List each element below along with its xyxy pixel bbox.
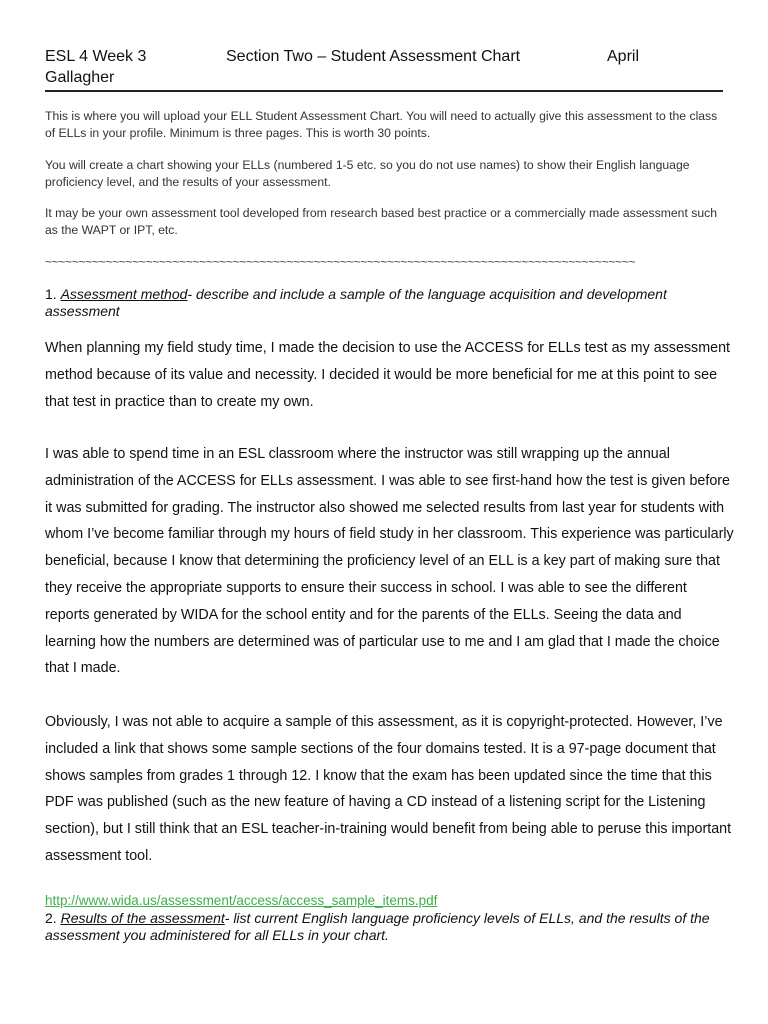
intro-paragraph: This is where you will upload your ELL Student Assessment Chart. You will need to actually give this assessment to the class of ELLs in your profile. Minimum is three pages. This is worth 30 points. bbox=[45, 109, 718, 140]
author-last-name: Gallagher bbox=[45, 69, 115, 86]
sample-items-link[interactable]: http://www.wida.us/assessment/access/access_sample_items.pdf bbox=[45, 893, 438, 908]
document-title: Section Two – Student Assessment Chart bbox=[226, 48, 521, 65]
section-2-heading bbox=[45, 910, 723, 944]
course-label: ESL 4 Week 3 bbox=[45, 48, 147, 65]
section-number: 2. bbox=[45, 910, 61, 926]
intro-paragraph: It may be your own assessment tool developed from research based best practice or a commercially made assessment such as the WAPT or IPT, etc. bbox=[45, 206, 717, 237]
body-paragraph: I was able to spend time in an ESL classroom where the instructor was still wrapping up the annual administration of the ACCESS for ELLs assessment. I was able to see first-hand how the test is given before it was submitted for grading. The instructor also showed me selected results from last year for students with whom I’ve become familiar through my hours of field study in her classroom. This experience was particularly beneficial, because I know that determining the proficiency level of an ELL is a key part of making sure that they receive the appropriate supports to ensure their success in school. I was able to see the different reports generated by WIDA for the school entity and for the parents of the ELLs. Seeing the data and learning how the numbers are determined was of particular use to me and I am glad that I made the choice that I made. bbox=[45, 446, 734, 677]
intro-paragraph: You will create a chart showing your ELLs (numbered 1-5 etc. so you do not use names) to show their English language proficiency level, and the results of your assessment. bbox=[45, 158, 690, 189]
document-header bbox=[45, 46, 723, 92]
body-paragraph: Obviously, I was not able to acquire a sample of this assessment, as it is copyright-protected. However, I’ve included a link that shows some sample sections of the four domains tested. It is a 97-page document that shows samples from grades 1 through 12. I know that the exam has been updated since the time that this PDF was published (such as the new feature of having a CD instead of a listening script for the Listening section), but I still think that an ESL teacher-in-training would benefit from being able to peruse this important assessment tool. bbox=[45, 714, 732, 864]
section-description: - describe and include a sample of the language acquisition and development assessment bbox=[45, 286, 667, 319]
tilde-divider: ~~~~~~~~~~~~~~~~~~~~~~~~~~~~~~~~~~~~~~~~~~~~~~~~~~~~~~~~~~~~~~~~~~~~~~~~~~~~~~~~~~~~~~~~ bbox=[45, 255, 636, 269]
section-title: Results of the assessment bbox=[60, 910, 225, 926]
section-description: - list current English language proficiency levels of ELLs, and the results of the assessment you administered for all ELLs in your chart. bbox=[45, 910, 710, 943]
section-1-heading bbox=[45, 286, 723, 320]
author-first-name: April bbox=[607, 48, 640, 65]
section-number: 1. bbox=[45, 286, 61, 302]
body-paragraph: When planning my field study time, I made the decision to use the ACCESS for ELLs test as my assessment method because of its value and necessity. I decided it would be more beneficial for me at this point to see that test in practice than to create my own. bbox=[45, 340, 730, 410]
section-title: Assessment method bbox=[60, 286, 188, 302]
